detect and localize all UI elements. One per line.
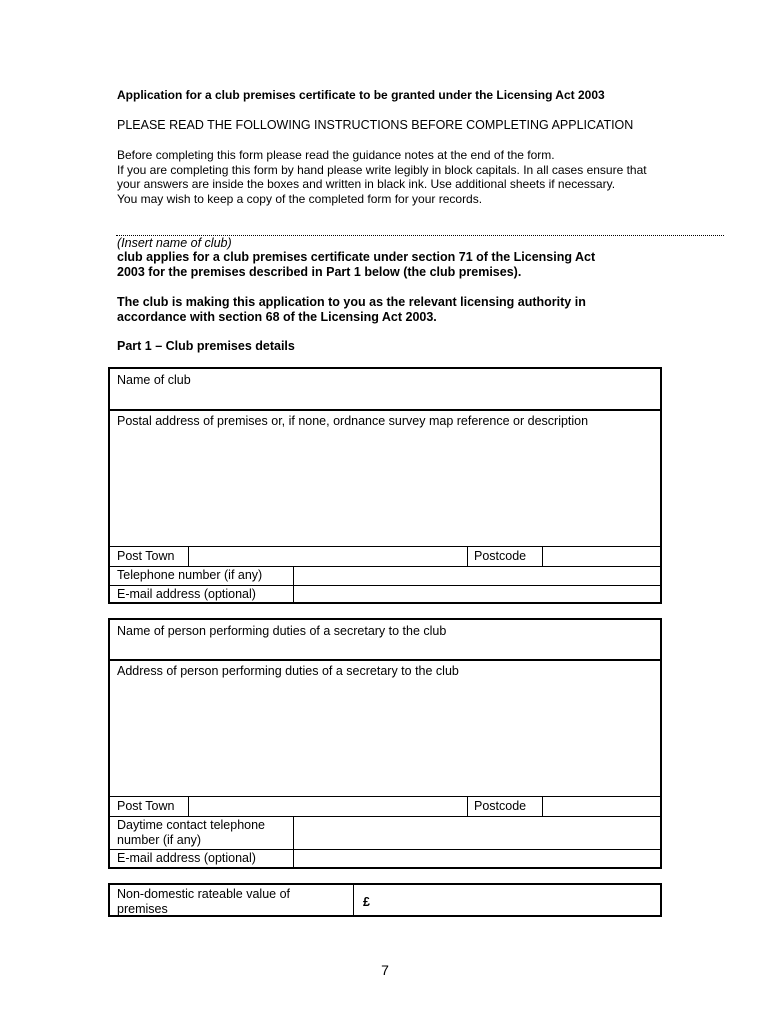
secretary-phone-label-line: number (if any) (117, 833, 202, 847)
secretary-post-town-input[interactable] (189, 797, 467, 816)
secretary-postcode-input[interactable] (543, 797, 660, 816)
postcode-input[interactable] (543, 547, 660, 566)
post-town-label: Post Town (117, 549, 175, 563)
secretary-phone-label (110, 816, 272, 850)
premises-details-table (108, 367, 662, 604)
post-town-input[interactable] (189, 547, 467, 566)
applies-line: club applies for a club premises certificate under section 71 of the Licensing Act (117, 250, 596, 264)
telephone-input[interactable] (294, 567, 660, 585)
email-label: E-mail address (optional) (117, 587, 256, 601)
club-name-line-input[interactable] (117, 220, 722, 234)
secretary-address-input[interactable] (110, 680, 660, 795)
secretary-name-label: Name of person performing duties of a secretary to the club (117, 624, 447, 638)
instruction-line: Before completing this form please read the guidance notes at the end of the form. (117, 148, 555, 162)
instructions (117, 148, 737, 206)
instruction-line: You may wish to keep a copy of the completed form for your records. (117, 191, 483, 206)
instruction-line: If you are completing this form by hand please write legibly in block capitals. In all cases ensure that (117, 162, 647, 177)
relevant-line: The club is making this application to you as the relevant licensing authority in (117, 295, 586, 309)
premises-address-label: Postal address of premises or, if none, ordnance survey map reference or description (117, 414, 589, 428)
rateable-value-table (108, 883, 662, 917)
club-name-label: Name of club (117, 373, 191, 387)
postcode-label: Postcode (474, 549, 527, 563)
instructions-heading: PLEASE READ THE FOLLOWING INSTRUCTIONS BEFORE COMPLETING APPLICATION (117, 118, 634, 132)
secretary-post-town-label: Post Town (117, 799, 175, 813)
premises-address-input[interactable] (110, 429, 660, 544)
secretary-phone-input[interactable] (294, 817, 660, 849)
secretary-phone-label-line: Daytime contact telephone (117, 818, 266, 832)
instruction-line: your answers are inside the boxes and written in black ink. Use additional sheets if necessary. (117, 177, 616, 191)
rateable-value-label (110, 885, 297, 919)
rateable-value-input[interactable] (375, 886, 660, 914)
divider (110, 659, 660, 661)
secretary-details-table (108, 618, 662, 869)
page-number: 7 (381, 962, 389, 978)
insert-name-hint: (Insert name of club) (117, 236, 232, 250)
secretary-email-label: E-mail address (optional) (117, 851, 256, 865)
secretary-name-input[interactable] (110, 638, 660, 658)
rateable-label-line: premises (117, 902, 168, 916)
email-input[interactable] (294, 586, 660, 602)
applies-statement (117, 250, 595, 280)
club-name-input[interactable] (110, 385, 660, 407)
relevant-authority-statement (117, 295, 586, 325)
pound-sign: £ (363, 895, 370, 909)
form-title: Application for a club premises certificate to be granted under the Licensing Act 2003 (117, 88, 605, 102)
secretary-address-label: Address of person performing duties of a secretary to the club (117, 664, 459, 678)
divider (110, 409, 660, 411)
telephone-label: Telephone number (if any) (117, 568, 263, 582)
secretary-email-input[interactable] (294, 850, 660, 867)
applies-line: 2003 for the premises described in Part 1 below (the club premises). (117, 265, 522, 279)
rateable-label-line: Non-domestic rateable value of (117, 887, 291, 901)
part1-heading: Part 1 – Club premises details (117, 339, 295, 353)
relevant-line: accordance with section 68 of the Licensing Act 2003. (117, 310, 437, 324)
divider (353, 885, 354, 915)
secretary-postcode-label: Postcode (474, 799, 527, 813)
